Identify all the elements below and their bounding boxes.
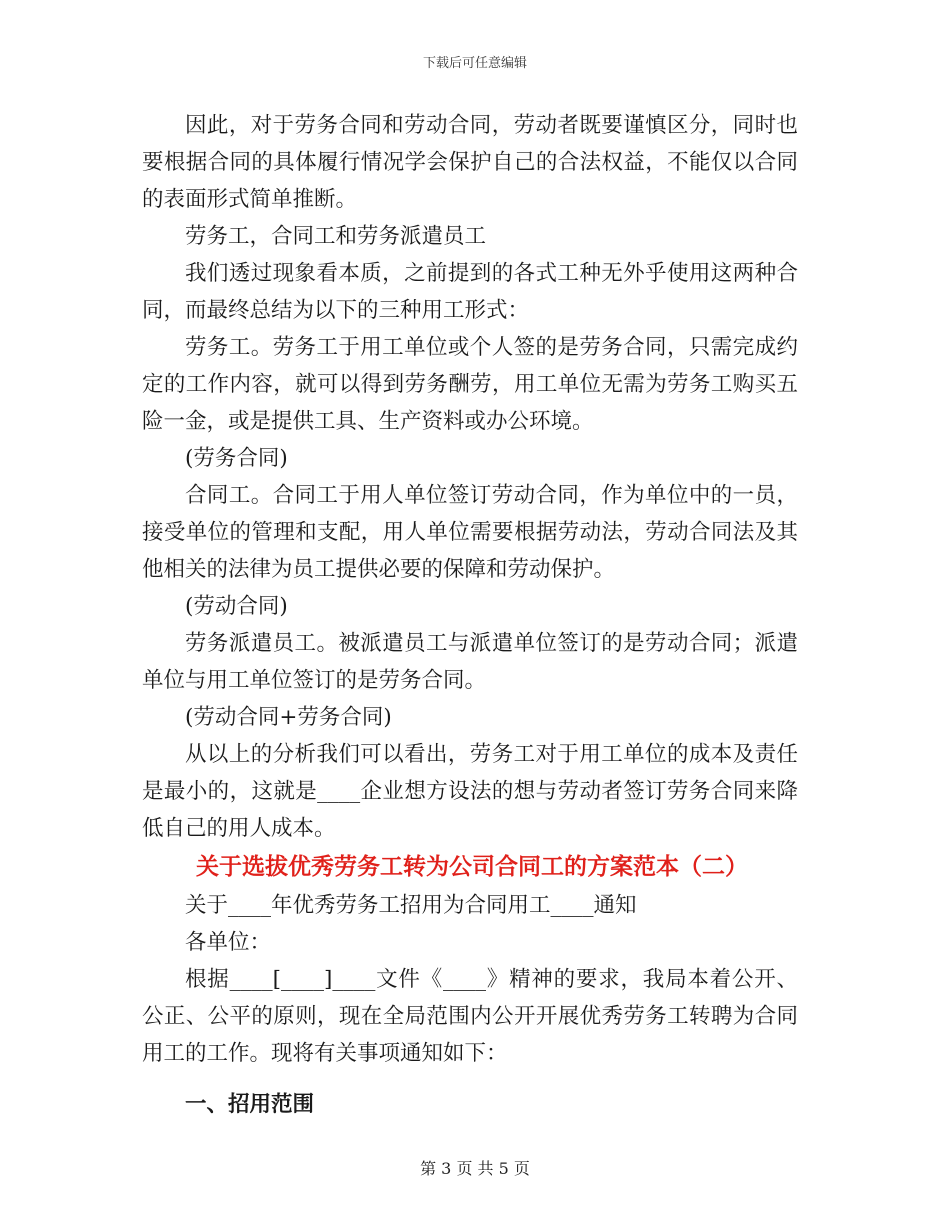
page-header: 下载后可任意编辑 bbox=[422, 56, 527, 71]
paragraph: (劳务合同) bbox=[185, 446, 288, 471]
paragraph: 从以上的分析我们可以看出，劳务工对于用工单位的成本及责任是最小的，这就是____企业想方设法的想与劳动者签订劳务合同来降低自己的用人成本。 bbox=[142, 742, 798, 841]
section-title: 关于选拔优秀劳务工转为公司合同工的方案范本（二） bbox=[196, 853, 748, 880]
paragraph: 劳务派遣员工。被派遣员工与派遣单位签订的是劳动合同；派遣单位与用工单位签订的是劳务合同。 bbox=[142, 631, 798, 693]
paragraph: 因此，对于劳务合同和劳动合同，劳动者既要谨慎区分，同时也要根据合同的具体履行情况学会保护自己的合法权益，不能仅以合同的表面形式简单推断。 bbox=[142, 113, 798, 212]
paragraph: (劳动合同+劳务合同) bbox=[185, 705, 392, 730]
paragraph: 合同工。合同工于用人单位签订劳动合同，作为单位中的一员，接受单位的管理和支配，用人单位需要根据劳动法，劳动合同法及其他相关的法律为员工提供必要的保障和劳动保护。 bbox=[142, 483, 798, 582]
subheading: 一、招用范围 bbox=[185, 1092, 315, 1117]
paragraph: 劳务工。劳务工于用工单位或个人签的是劳务合同，只需完成约定的工作内容，就可以得到劳务酬劳，用工单位无需为劳务工购买五险一金，或是提供工具、生产资料或办公环境。 bbox=[142, 335, 798, 434]
paragraph: 各单位： bbox=[185, 930, 272, 955]
paragraph: (劳动合同) bbox=[185, 594, 288, 619]
paragraph: 根据____[____]____文件《____》精神的要求，我局本着公开、公正、公平的原则，现在全局范围内公开开展优秀劳务工转聘为合同用工的工作。现将有关事项通知如下： bbox=[142, 967, 798, 1066]
paragraph: 关于____年优秀劳务工招用为合同用工____通知 bbox=[185, 893, 637, 918]
document-body bbox=[142, 107, 798, 1123]
page-footer: 第 3 页 共 5 页 bbox=[420, 1159, 530, 1178]
paragraph: 我们透过现象看本质，之前提到的各式工种无外乎使用这两种合同，而最终总结为以下的三种用工形式： bbox=[142, 261, 798, 323]
paragraph: 劳务工，合同工和劳务派遣员工 bbox=[185, 224, 487, 249]
